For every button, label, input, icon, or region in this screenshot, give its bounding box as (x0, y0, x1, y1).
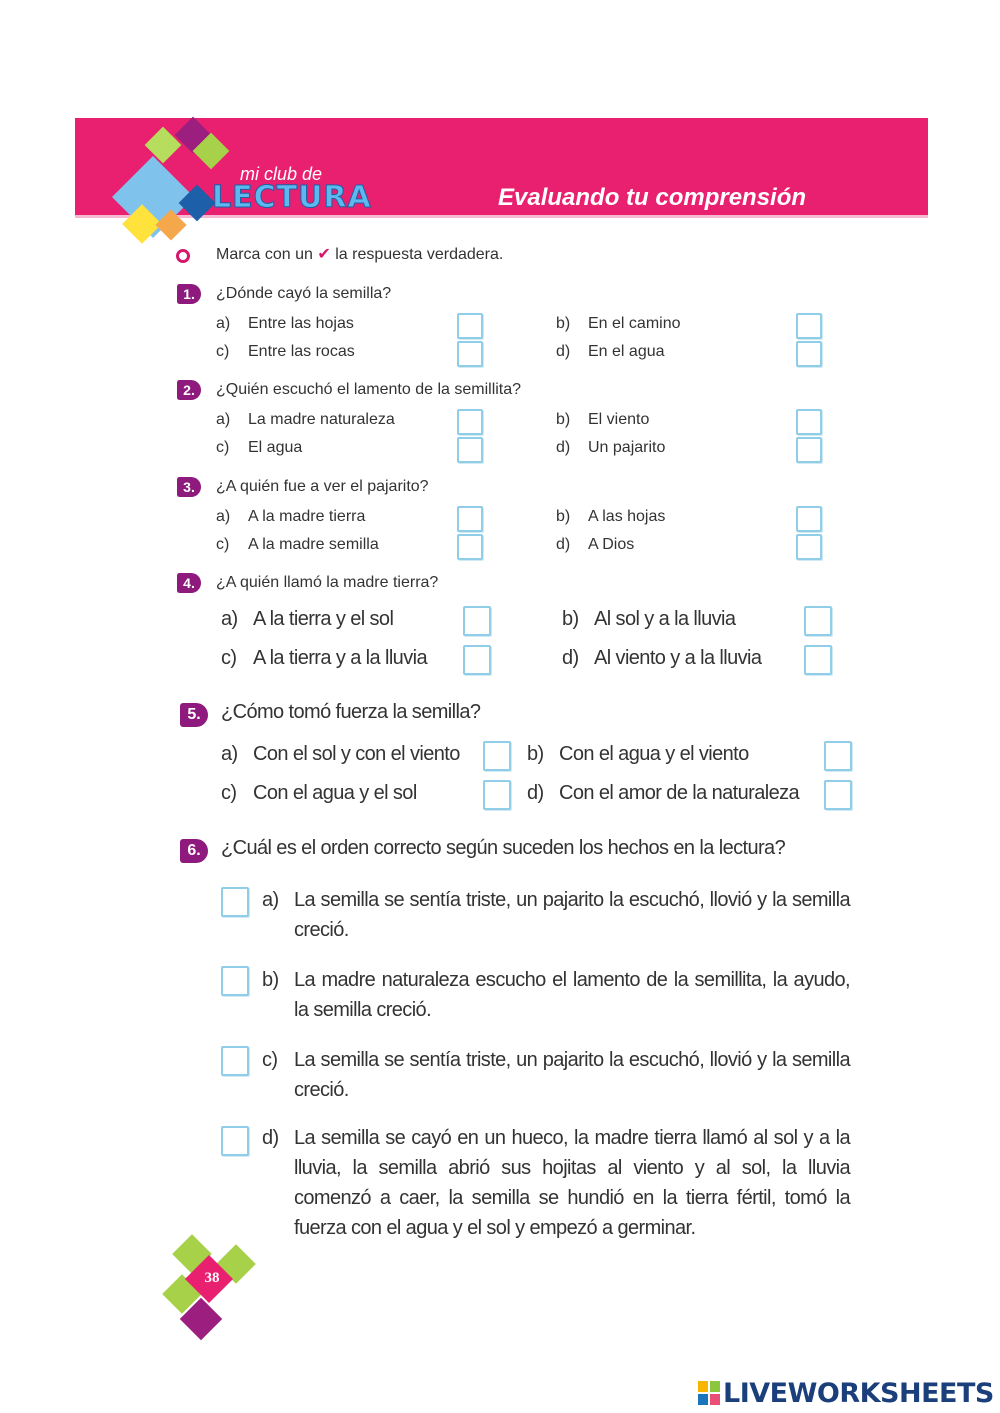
option: d) A Dios (556, 536, 635, 553)
option: a) A la tierra y el sol (221, 608, 394, 630)
answer-checkbox[interactable] (804, 606, 832, 636)
option: c) Con el agua y el sol (221, 782, 417, 804)
question-number: 4. (177, 573, 201, 593)
answer-checkbox[interactable] (463, 606, 491, 636)
option-paragraph: a) La semilla se sentía triste, un pajarito la escuchó, llovió y la semilla creció. (262, 889, 850, 941)
answer-checkbox[interactable] (483, 780, 511, 810)
option: a) La madre naturaleza (216, 411, 395, 428)
option: b) El viento (556, 411, 650, 428)
option: b) Con el agua y el viento (527, 743, 749, 765)
question-text: ¿Quién escuchó el lamento de la semillita? (216, 381, 522, 398)
answer-checkbox[interactable] (221, 966, 249, 996)
option: b) A las hojas (556, 508, 666, 525)
option: d) Con el amor de la naturaleza (527, 782, 800, 804)
answer-checkbox[interactable] (796, 341, 822, 367)
option: a) A la madre tierra (216, 508, 366, 525)
question-number: 3. (177, 477, 201, 497)
option: c) El agua (216, 439, 303, 456)
answer-checkbox[interactable] (824, 741, 852, 771)
page-title: Evaluando tu comprensión (498, 184, 807, 211)
option: d) Un pajarito (556, 439, 666, 456)
option: c) A la madre semilla (216, 536, 379, 553)
live-worksheets-logo-icon (698, 1381, 720, 1405)
option-paragraph: b) La madre naturaleza escucho el lamento de la semillita, la ayudo, la semilla creció. (262, 969, 850, 1021)
question-number: 2. (177, 380, 201, 400)
answer-checkbox[interactable] (796, 437, 822, 463)
answer-checkbox[interactable] (796, 313, 822, 339)
answer-checkbox[interactable] (457, 341, 483, 367)
answer-checkbox[interactable] (457, 506, 483, 532)
option-paragraph: c) La semilla se sentía triste, un pajarito la escuchó, llovió y la semilla creció. (262, 1049, 850, 1101)
question-text: ¿Cómo tomó fuerza la semilla? (221, 701, 481, 723)
option: d) En el agua (556, 343, 665, 360)
answer-checkbox[interactable] (824, 780, 852, 810)
instruction (216, 244, 503, 264)
answer-checkbox[interactable] (796, 409, 822, 435)
answer-checkbox[interactable] (796, 506, 822, 532)
answer-checkbox[interactable] (457, 437, 483, 463)
question-text: ¿A quién fue a ver el pajarito? (216, 478, 429, 495)
answer-checkbox[interactable] (457, 313, 483, 339)
logo-lectura: LECTURA (212, 180, 372, 215)
question-number: 5. (180, 703, 208, 727)
logo-small-text: mi club de (240, 164, 323, 184)
option: a) Con el sol y con el viento (221, 743, 460, 765)
page-number: 38 (204, 1270, 220, 1286)
answer-checkbox[interactable] (804, 645, 832, 675)
brand-name[interactable]: LIVEWORKSHEETS (723, 1378, 994, 1409)
question-text: ¿Dónde cayó la semilla? (216, 285, 392, 302)
question-text: ¿Cuál es el orden correcto según suceden los hechos en la lectura? (221, 837, 786, 859)
option: a) Entre las hojas (216, 315, 354, 332)
answer-checkbox[interactable] (457, 534, 483, 560)
answer-checkbox[interactable] (796, 534, 822, 560)
question-number: 1. (177, 284, 201, 304)
answer-checkbox[interactable] (483, 741, 511, 771)
option: b) Al sol y a la lluvia (562, 608, 736, 630)
bullet-icon (176, 249, 190, 263)
checkmark-icon: ✔ (317, 246, 331, 263)
option: d) Al viento y a la lluvia (562, 647, 762, 669)
instruction-before: Marca con un (216, 246, 313, 263)
option: c) Entre las rocas (216, 343, 355, 360)
answer-checkbox[interactable] (463, 645, 491, 675)
question-text: ¿A quién llamó la madre tierra? (216, 574, 439, 591)
answer-checkbox[interactable] (221, 1046, 249, 1076)
answer-checkbox[interactable] (221, 887, 249, 917)
instruction-after: la respuesta verdadera. (335, 246, 504, 263)
question-number: 6. (180, 839, 208, 863)
option-paragraph: d) La semilla se cayó en un hueco, la madre tierra llamó al sol y a la lluvia, la semilla abrió sus hojitas al viento y al sol, la lluvia comenzó a caer, la semilla se hundió en la tierra fértil, tomó la fuerza con el agua y el sol y empezó a germinar. (262, 1127, 850, 1239)
option: b) En el camino (556, 315, 681, 332)
option: c) A la tierra y a la lluvia (221, 647, 427, 669)
answer-checkbox[interactable] (457, 409, 483, 435)
answer-checkbox[interactable] (221, 1126, 249, 1156)
